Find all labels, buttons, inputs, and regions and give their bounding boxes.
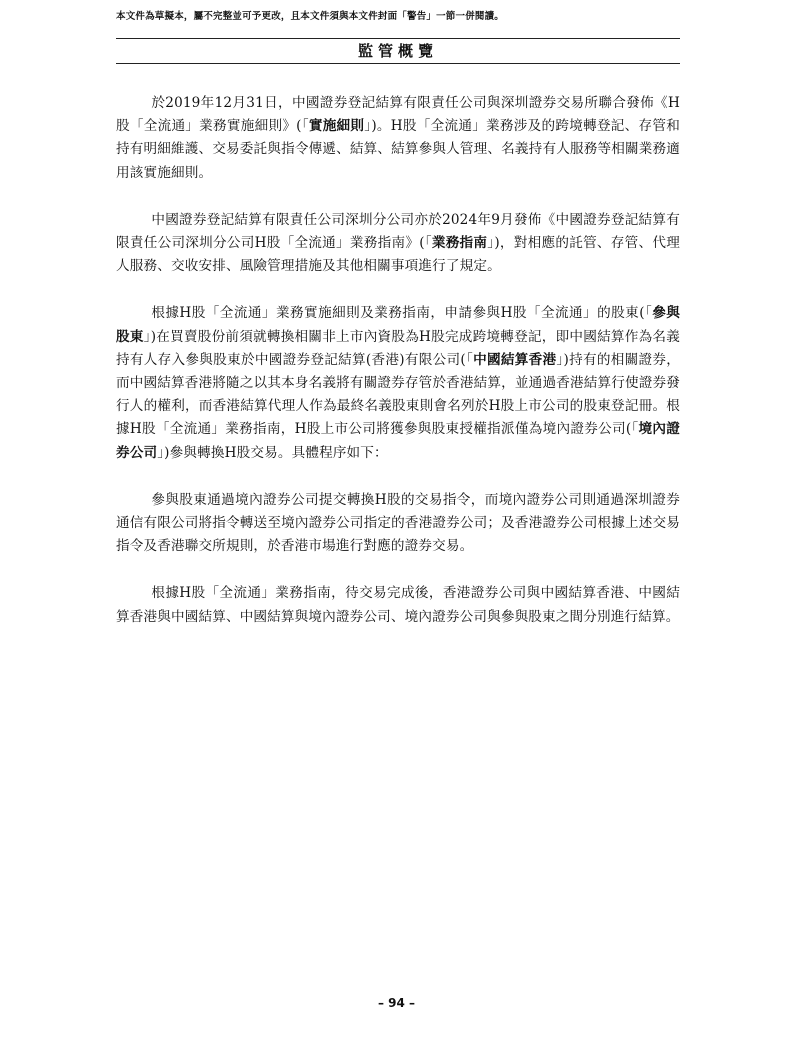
text-run: 」)在買賣股份前須就轉換相關非上市內資股為H股完成跨境轉登記，即中國結算作為名義持有人存入參與股東於中國證券登記結算(香港)有限公司(「	[116, 328, 680, 368]
body-content	[116, 92, 680, 653]
text-run: 根據H股「全流通」業務指南，待交易完成後，香港證券公司與中國結算香港、中國結算香港與中國結算、中國結算與境內證券公司、境內證券公司與參與股東之間分別進行結算。	[116, 585, 680, 625]
defined-term: 中國結算香港	[473, 351, 557, 368]
draft-warning-header: 本文件為草擬本，屬不完整並可予更改，且本文件須與本文件封面「警告」一節一併閱讀。	[116, 11, 505, 22]
text-run: 根據H股「全流通」業務實施細則及業務指南，申請參與H股「全流通」的股東(「	[151, 305, 653, 322]
defined-term: 業務指南	[431, 235, 488, 252]
header-bottom-rule	[116, 63, 680, 64]
section-title: 監管概覽	[357, 42, 438, 60]
text-run: 參與股東通過境內證券公司提交轉換H股的交易指令，而境內證券公司則通過深圳證券通信有限公司將指令轉送至境內證券公司指定的香港證券公司；及香港證券公司根據上述交易指令及香港聯交所規則，於香港市場進行對應的證券交易。	[116, 491, 680, 555]
text-run: 中國證券登記結算有限責任公司深圳分公司亦於2024年9月發佈《中國證券登記結算有限責任公司深圳分公司H股「全流通」業務指南》(「	[116, 211, 680, 252]
paragraph-2	[116, 209, 680, 279]
paragraph-4	[116, 489, 680, 559]
paragraph-1	[116, 92, 680, 185]
defined-term: 參與股東	[116, 305, 680, 345]
paragraph-5	[116, 582, 680, 628]
text-run: 於2019年12月31日，中國證券登記結算有限責任公司與深圳證券交易所聯合發佈《H股「全流通」業務實施細則》(「	[116, 95, 680, 135]
defined-term: 境內證券公司	[116, 421, 681, 461]
text-run: 」)，對相應的託管、存管、代理人服務、交收安排、風險管理措施及其他相關事項進行了規定。	[116, 235, 680, 275]
text-run: 」)。H股「全流通」業務涉及的跨境轉登記、存管和持有明細維護、交易委託與指令傳遞、結算、結算參與人管理、名義持有人服務等相關業務適用該實施細則。	[116, 118, 680, 181]
paragraph-3	[116, 302, 680, 464]
page-number: – 94 –	[377, 996, 416, 1010]
header-top-rule	[116, 38, 680, 39]
text-run: 」)持有的相關證券，而中國結算香港將隨之以其本身名義將有關證券存管於香港結算，並通過香港結算行使證券發行人的權利，而香港結算代理人作為最終名義股東則會名列於H股上市公司的股東登記冊。根據H股「全流通」業務指南，H股上市公司將獲參與股東授權指派僅為境內證券公司(「	[116, 351, 680, 438]
defined-term: 實施細則	[308, 118, 365, 135]
text-run: 」)參與轉換H股交易。具體程序如下：	[157, 444, 388, 461]
